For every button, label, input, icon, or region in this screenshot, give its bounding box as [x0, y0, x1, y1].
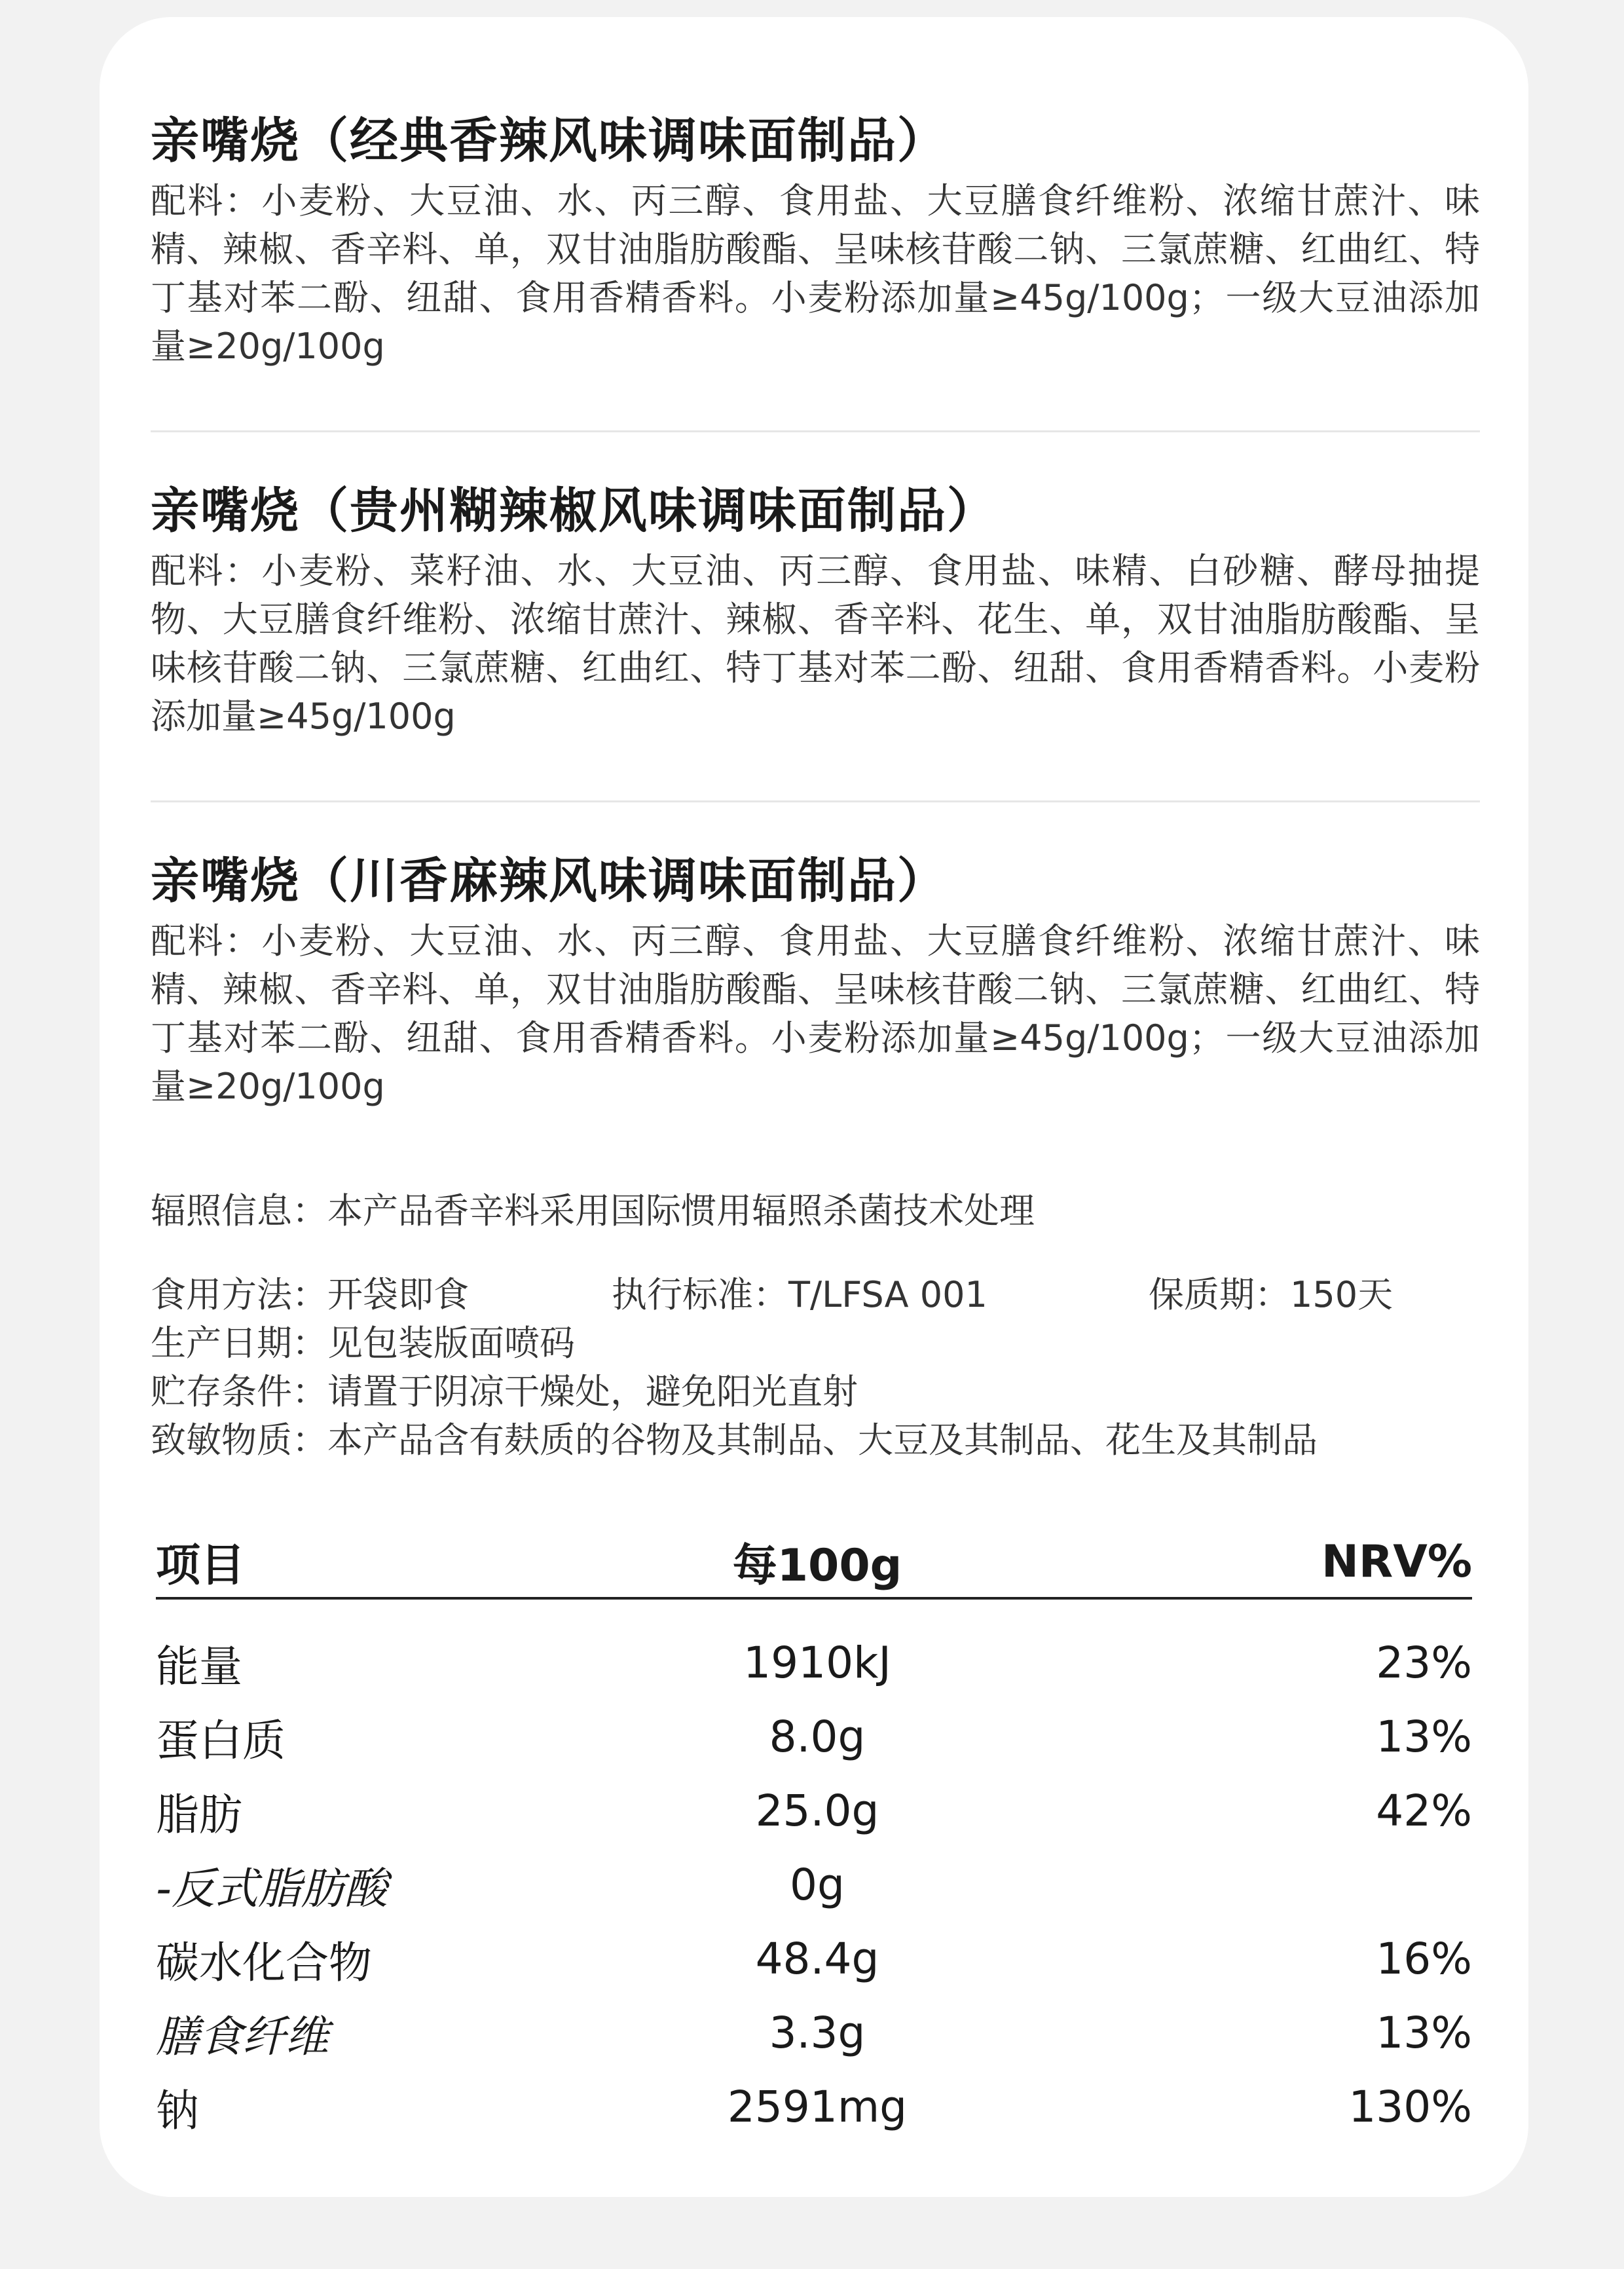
nutrient-nrv: 23%	[1376, 1638, 1472, 1688]
storage-text: 贮存条件：请置于阴凉干燥处，避免阳光直射	[151, 1371, 858, 1412]
table-row	[156, 1922, 1472, 1996]
nutrient-amount: 1910kJ	[743, 1638, 891, 1688]
nutrient-name: 脂肪	[156, 1790, 242, 1840]
meta-row	[151, 1271, 1480, 1319]
irradiation-text: 辐照信息：本产品香辛料采用国际惯用辐照杀菌技术处理	[151, 1190, 1035, 1231]
product-title: 亲嘴烧（经典香辣风味调味面制品）	[151, 113, 947, 169]
product-title: 亲嘴烧（贵州糊辣椒风味调味面制品）	[151, 483, 997, 539]
ingredients-text: 配料：小麦粉、大豆油、水、丙三醇、食用盐、大豆膳食纤维粉、浓缩甘蔗汁、味精、辣椒、香辛料、单，双甘油脂肪酸酯、呈味核苷酸二钠、三氯蔗糖、红曲红、特丁基对苯二酚、纽甜、食用香精香料。小麦粉添加量≥45g/100g；一级大豆油添加量≥20g/100g	[151, 180, 1480, 367]
product-title: 亲嘴烧（川香麻辣风味调味面制品）	[151, 853, 947, 909]
header-per100g: 每100g	[732, 1539, 902, 1592]
nutrient-nrv: 42%	[1376, 1786, 1472, 1836]
nutrition-header	[156, 1526, 1472, 1600]
product-section-1	[151, 111, 1480, 371]
irradiation-info	[151, 1187, 1480, 1235]
nutrient-nrv: 13%	[1376, 1712, 1472, 1762]
product-section-2	[151, 481, 1480, 741]
nutrient-amount: 8.0g	[769, 1712, 866, 1762]
nutrient-amount: 48.4g	[755, 1934, 879, 1984]
nutrient-name: 能量	[156, 1641, 242, 1692]
header-nrv: NRV%	[1321, 1535, 1472, 1588]
usage-text: 食用方法：开袋即食	[151, 1274, 469, 1315]
divider	[151, 430, 1480, 432]
ingredients-text: 配料：小麦粉、大豆油、水、丙三醇、食用盐、大豆膳食纤维粉、浓缩甘蔗汁、味精、辣椒、香辛料、单，双甘油脂肪酸酯、呈味核苷酸二钠、三氯蔗糖、红曲红、特丁基对苯二酚、纽甜、食用香精香料。小麦粉添加量≥45g/100g；一级大豆油添加量≥20g/100g	[151, 920, 1480, 1107]
nutrient-name: 蛋白质	[156, 1716, 286, 1766]
table-row	[156, 1700, 1472, 1774]
nutrient-name: 钠	[156, 2086, 199, 2136]
ingredients-text: 配料：小麦粉、菜籽油、水、大豆油、丙三醇、食用盐、味精、白砂糖、酵母抽提物、大豆膳食纤维粉、浓缩甘蔗汁、辣椒、香辛料、花生、单，双甘油脂肪酸酯、呈味核苷酸二钠、三氯蔗糖、红曲红、特丁基对苯二酚、纽甜、食用香精香料。小麦粉添加量≥45g/100g	[151, 550, 1480, 737]
nutrition-table	[156, 1526, 1472, 2144]
shelf-life-text: 保质期：150天	[1149, 1274, 1393, 1315]
table-row	[156, 1848, 1472, 1922]
nutrient-amount: 2591mg	[727, 2082, 908, 2132]
divider	[151, 800, 1480, 802]
table-row	[156, 1996, 1472, 2070]
product-meta	[151, 1271, 1480, 1465]
header-item: 项目	[156, 1539, 246, 1592]
table-row	[156, 1774, 1472, 1848]
product-section-3	[151, 852, 1480, 1111]
nutrient-nrv: 16%	[1376, 1934, 1472, 1984]
nutrient-nrv: 130%	[1348, 2082, 1472, 2132]
nutrient-name: 膳食纤维	[156, 2012, 329, 2062]
nutrient-nrv: 13%	[1376, 2008, 1472, 2058]
allergen-text: 致敏物质：本产品含有麸质的谷物及其制品、大豆及其制品、花生及其制品	[151, 1419, 1318, 1461]
production-date-text: 生产日期：见包装版面喷码	[151, 1322, 575, 1364]
standard-text: 执行标准：T/LFSA 001	[612, 1274, 987, 1315]
nutrient-amount: 3.3g	[769, 2008, 866, 2058]
nutrient-amount: 0g	[790, 1860, 845, 1910]
nutrition-body	[156, 1626, 1472, 2144]
nutrient-name: 碳水化合物	[156, 1938, 372, 1988]
nutrient-name: -反式脂肪酸	[156, 1864, 388, 1914]
table-row	[156, 1626, 1472, 1700]
table-row	[156, 2070, 1472, 2144]
nutrient-amount: 25.0g	[755, 1786, 879, 1836]
